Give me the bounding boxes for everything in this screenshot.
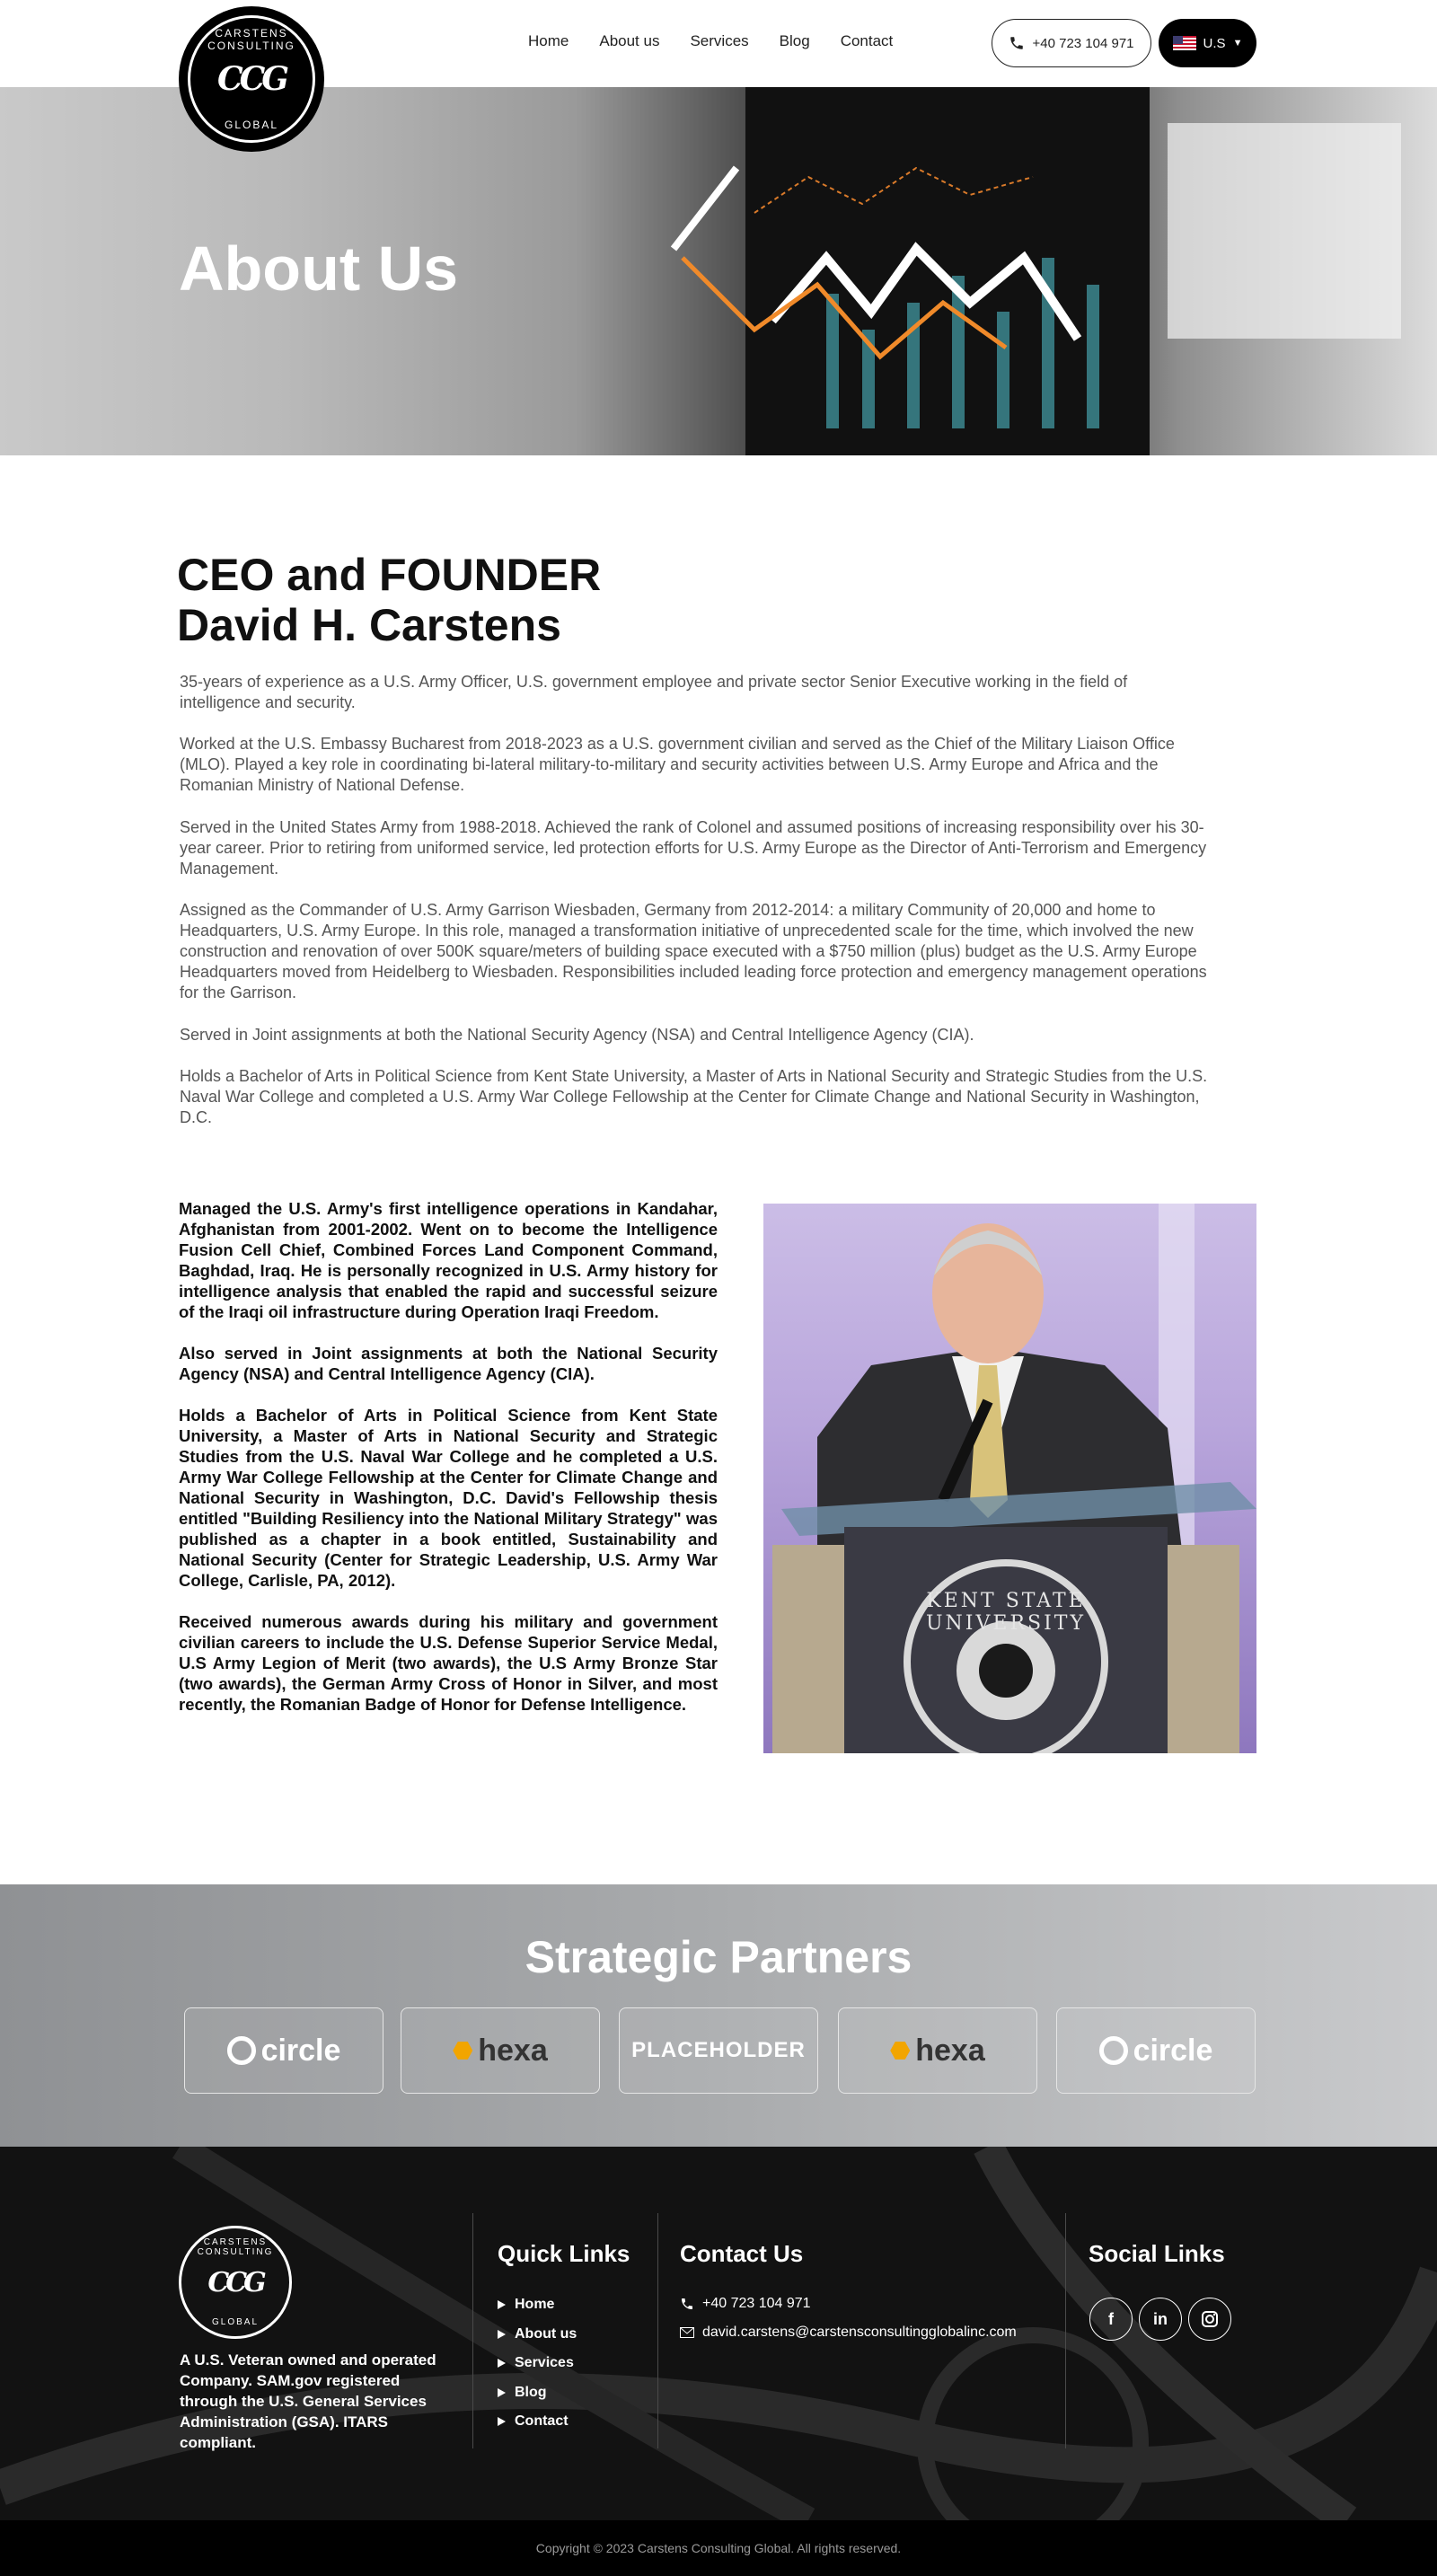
instagram-icon[interactable] [1188,2298,1231,2341]
partner-logo-hexa[interactable]: hexa [401,2007,600,2094]
language-selector[interactable] [1159,19,1256,67]
quick-link-about[interactable]: About us [498,2320,577,2350]
linkedin-icon[interactable]: in [1139,2298,1182,2341]
profile-heading [177,550,601,650]
circle-logo-icon [227,2036,256,2065]
site-logo[interactable] [179,6,324,152]
phone-number: +40 723 104 971 [1032,35,1134,51]
footer-divider [1065,2213,1066,2448]
chevron-down-icon: ▼ [1232,38,1243,49]
quick-link-contact[interactable]: Contact [498,2407,577,2437]
footer-divider [657,2213,658,2448]
speaker-photo [763,1204,1256,1753]
partners-title: Strategic Partners [525,1932,912,1982]
contact-title: Contact Us [680,2240,804,2267]
quick-link-blog[interactable]: Blog [498,2378,577,2408]
quick-links-list [498,2290,577,2437]
hexa-logo-icon [453,2041,472,2060]
logo-bottom-text: GLOBAL [211,2317,260,2327]
footer-divider [472,2213,473,2448]
highlight-paragraph: Also served in Joint assignments at both the National Security Agency (NSA) and Central Intelligence Agency (CIA). [179,1344,718,1383]
hexa-logo-icon [890,2041,910,2060]
instagram-glyph [1201,2310,1219,2328]
nav-blog[interactable]: Blog [779,32,810,49]
main-nav [528,32,923,50]
partner-logo-hexa[interactable]: hexa [838,2007,1037,2094]
nav-contact[interactable]: Contact [840,32,894,49]
highlight-paragraph: Managed the U.S. Army's first intelligence operations in Kandahar, Afghanistan from 2001-2002. Went on to become the Intelligence Fusion Cell Chief, Combined Forces Land Component Command, Baghdad, Iraq. He is personally recognized in U.S. Army history for intelligence analysis that enabled the rapid and successful seizure of the Iraqi oil infrastructure during Operation Iraqi Freedom. [179,1199,718,1321]
partner-logo-placeholder[interactable]: PLACEHOLDER [619,2007,818,2094]
bio-paragraph: 35-years of experience as a U.S. Army Officer, U.S. government employee and private sector Senior Executive working in the field of intelligence and security. [180,673,1128,711]
logo-mark: CCG [207,2266,263,2298]
quick-link-home[interactable]: Home [498,2290,577,2320]
phone-icon [1009,35,1025,51]
copyright-text: Copyright © 2023 Carstens Consulting Global. All rights reserved. [535,2541,902,2555]
logo-bottom-text: GLOBAL [224,119,279,131]
logo-top-text: CARSTENS CONSULTING [207,27,295,52]
bio-paragraph: Served in Joint assignments at both the National Security Agency (NSA) and Central Intelligence Agency (CIA). [180,1026,974,1044]
highlight-paragraph: Holds a Bachelor of Arts in Political Science from Kent State University, a Master of Arts in National Security and Strategic Studies from the U.S. Naval War College and he completed a U.S. Army War College Fellowship at the Center for Climate Change and National Security in Washington, D.C. David's Fellowship thesis entitled "Building Resiliency into the National Military Strategy" was published as a chapter in a book entitled, Sustainability and National Security (Center for Strategic Leadership, U.S. Army War College, Carlisle, PA, 2012). [179,1406,718,1590]
footer-about-text: A U.S. Veteran owned and operated Company. SAM.gov registered through the U.S. General Services Administration (GSA). ITARS compliant. [180,2351,436,2451]
highlight-paragraph: Received numerous awards during his military and government civilian careers to include the U.S. Defense Superior Service Medal, U.S Army Legion of Merit (two awards), the U.S Army Bronze Star (two awards), the German Army Cross of Honor in Silver, and most recently, the Romanian Badge of Honor for Defense Intelligence. [179,1612,718,1714]
partner-logo-circle[interactable]: circle [184,2007,383,2094]
site-footer [0,2147,1437,2520]
triangle-right-icon [498,2330,506,2339]
hero-background-window [1168,123,1401,339]
logo-mark: CCG [216,60,287,98]
footer-phone[interactable]: +40 723 104 971 [680,2296,811,2312]
footer-email[interactable]: david.carstens@carstensconsultingglobalinc.com [680,2325,1017,2341]
triangle-right-icon [498,2417,506,2426]
page-title: About Us [179,234,459,304]
quick-link-services[interactable]: Services [498,2349,577,2378]
partner-logo-circle[interactable]: circle [1056,2007,1256,2094]
bio-paragraph: Assigned as the Commander of U.S. Army Garrison Wiesbaden, Germany from 2012-2014: a military Community of 20,000 and home to Headquarters, U.S. Army Europe. In this role, managed a transformation initiative of unprecedented scale for the time, which involved the new construction and renovation of over 500K square/meters of building space executed with a $750 million (plus) budget as the U.S. Army Europe Headquarters moved from Heidelberg to Wiesbaden. Responsibilities included leading force protection and emergency management operations for the Garrison. [180,901,1207,1001]
circle-logo-icon [1099,2036,1128,2065]
nav-home[interactable]: Home [528,32,569,49]
language-label: U.S [1203,35,1226,51]
bio-paragraph: Served in the United States Army from 1988-2018. Achieved the rank of Colonel and assumed positions of increasing responsibility over his 30-year career. Prior to retiring from uniformed service, led protection efforts for U.S. Army Europe as the Director of Anti-Terrorism and Emergency Management. [180,818,1207,878]
us-flag-icon [1173,36,1196,50]
copyright-bar [0,2520,1437,2576]
phone-button[interactable] [992,19,1151,67]
bio-paragraph: Holds a Bachelor of Arts in Political Science from Kent State University, a Master of Arts in National Security and Strategic Studies from the U.S. Naval War College and completed a U.S. Army War College Fellowship at the Center for Climate Change and National Security in Washington, D.C. [180,1067,1208,1126]
profile-name: David H. Carstens [177,600,561,650]
envelope-icon [680,2327,694,2338]
facebook-icon[interactable]: f [1089,2298,1133,2341]
speaker-illustration [763,1204,1256,1753]
triangle-right-icon [498,2388,506,2397]
social-links-title: Social Links [1089,2240,1225,2267]
logo-top-text: CARSTENS CONSULTING [197,2237,274,2257]
phone-icon [680,2297,694,2311]
triangle-right-icon [498,2300,506,2309]
strategic-partners-section [0,1884,1437,2147]
bio-paragraph: Worked at the U.S. Embassy Bucharest from 2018-2023 as a U.S. government civilian and served as the Chief of the Military Liaison Office (MLO). Played a key role in coordinating bi-lateral military-to-military and security activities between U.S. Army Europe and Africa and the Romanian Ministry of National Defense. [180,735,1175,794]
triangle-right-icon [498,2359,506,2368]
profile-role: CEO and FOUNDER [177,550,602,600]
quick-links-title: Quick Links [498,2240,630,2267]
hero-growth-chart-graphic [647,123,1150,455]
nav-services[interactable]: Services [690,32,749,49]
highlights-column [179,1198,718,1735]
footer-logo[interactable] [179,2226,292,2339]
nav-about[interactable]: About us [599,32,660,49]
podium-seal-text: KENT STATE UNIVERSITY [926,1590,1086,1635]
